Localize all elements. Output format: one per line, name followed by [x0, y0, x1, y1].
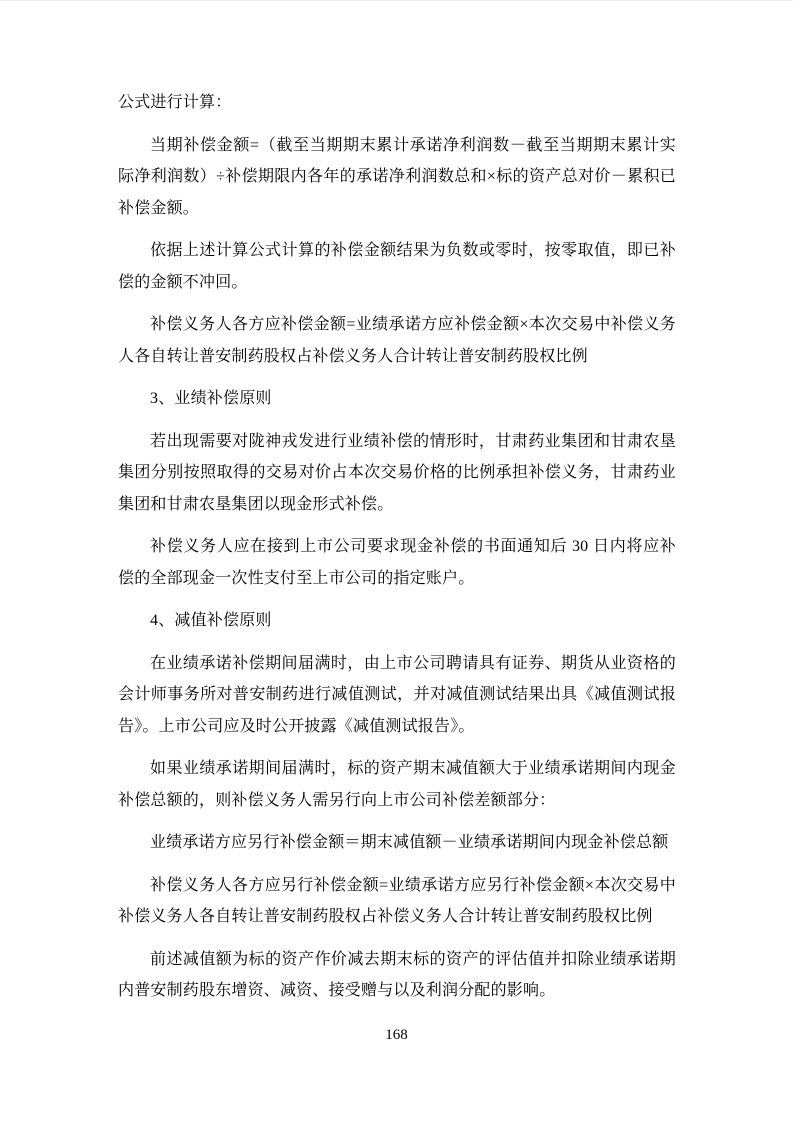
formula-line: 补偿义务人各方应另行补偿金额=业绩承诺方应另行补偿金额×本次交易中补偿义务人各自转让普安制药股权占补偿义务人合计转让普安制药股权比例	[118, 876, 676, 925]
page-number: 168	[385, 1027, 408, 1043]
formula-line: 业绩承诺方应另行补偿金额＝期末减值额－业绩承诺期间内现金补偿总额	[150, 834, 669, 851]
paragraph: 如果业绩承诺期间届满时，标的资产期末减值额大于业绩承诺期间内现金补偿总额的，则补偿义务人需另行向上市公司补偿差额部分：	[118, 760, 676, 809]
paragraph: 在业绩承诺补偿期间届满时，由上市公司聘请具有证券、期货从业资格的会计师事务所对普安制药进行减值测试，并对减值测试结果出具《减值测试报告》。上市公司应及时公开披露《减值测试报告》。	[118, 654, 676, 735]
section-heading: 4、减值补偿原则	[150, 612, 272, 629]
formula-line: 补偿义务人各方应补偿金额=业绩承诺方应补偿金额×本次交易中补偿义务人各自转让普安制药股权占补偿义务人合计转让普安制药股权比例	[118, 316, 676, 365]
section-heading: 3、业绩补偿原则	[150, 390, 272, 407]
paragraph: 若出现需要对陇神戎发进行业绩补偿的情形时，甘肃药业集团和甘肃农垦集团分别按照取得的交易对价占本次交易价格的比例承担补偿义务，甘肃药业集团和甘肃农垦集团以现金形式补偿。	[118, 432, 676, 513]
document-content	[118, 87, 676, 1018]
paragraph: 前述减值额为标的资产作价减去期末标的资产的评估值并扣除业绩承诺期内普安制药股东增资、减资、接受赠与以及利润分配的影响。	[118, 950, 676, 999]
paragraph: 当期补偿金额=（截至当期期末累计承诺净利润数－截至当期期末累计实际净利润数）÷补偿期限内各年的承诺净利润数总和×标的资产总对价－累积已补偿金额。	[118, 136, 676, 217]
page-footer	[0, 1025, 793, 1045]
paragraph-continuation: 公式进行计算：	[118, 94, 232, 111]
paragraph: 补偿义务人应在接到上市公司要求现金补偿的书面通知后 30 日内将应补偿的全部现金一次性支付至上市公司的指定账户。	[118, 538, 676, 587]
paragraph: 依据上述计算公式计算的补偿金额结果为负数或零时，按零取值，即已补偿的金额不冲回。	[118, 242, 676, 291]
